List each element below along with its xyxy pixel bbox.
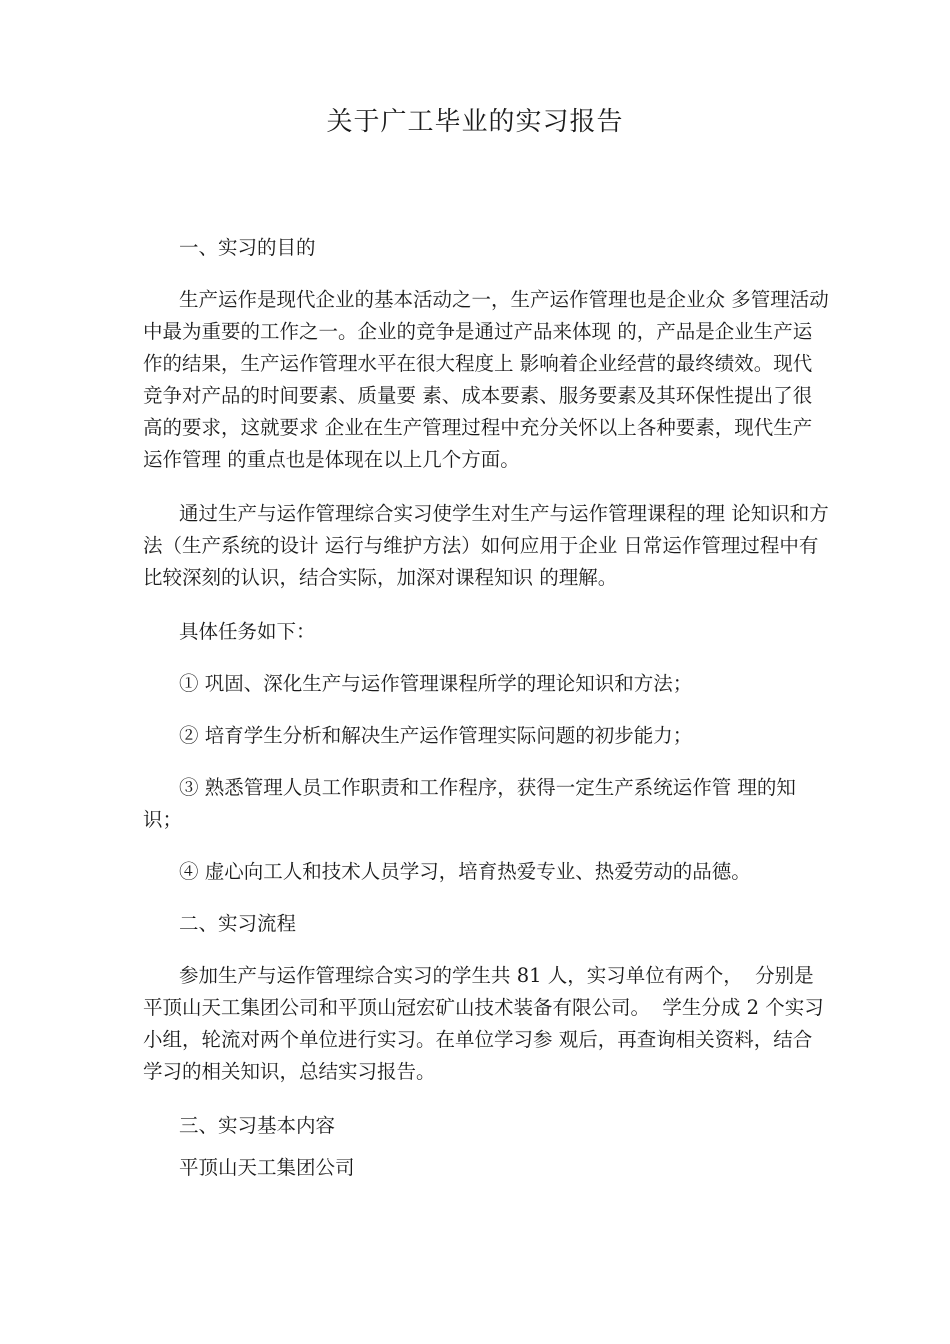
- task-item-1: ① 巩固、深化生产与运作管理课程所学的理论知识和方法；: [179, 672, 693, 695]
- paragraph-objectives: 通过生产与运作管理综合实习使学生对生产与运作管理课程的理 论知识和方法（生产系统的设计 运行与维护方法）如何应用于企业 日常运作管理过程中有比较深刻的认识，结合实际，加深对课程知识 的理解。: [143, 502, 829, 589]
- company-name: 平顶山天工集团公司: [179, 1156, 355, 1179]
- task-item-4: ④ 虚心向工人和技术人员学习，培育热爱专业、热爱劳动的品德。: [179, 860, 751, 883]
- section-heading-process: 二、实习流程: [179, 912, 297, 935]
- tasks-intro: 具体任务如下：: [179, 620, 316, 643]
- paragraph-process: 参加生产与运作管理综合实习的学生共 81 人，实习单位有两个， 分别是平顶山天工集团公司和平顶山冠宏矿山技术装备有限公司。 学生分成 2 个实习小组，轮流对两个单位进行实习。在单位学习参 观后，再查询相关资料，结合学习的相关知识，总结实习报告。: [143, 964, 824, 1083]
- task-item-2: ② 培育学生分析和解决生产运作管理实际问题的初步能力；: [179, 724, 693, 747]
- section-heading-purpose: 一、实习的目的: [179, 236, 316, 259]
- task-item-3: ③ 熟悉管理人员工作职责和工作程序，获得一定生产系统运作管 理的知识；: [143, 776, 796, 831]
- document-body: [143, 232, 829, 1184]
- document-title: 关于广工毕业的实习报告: [326, 107, 624, 137]
- section-heading-content: 三、实习基本内容: [179, 1114, 336, 1137]
- paragraph-purpose: 生产运作是现代企业的基本活动之一，生产运作管理也是企业众 多管理活动中最为重要的工作之一。企业的竞争是通过产品来体现 的，产品是企业生产运作的结果，生产运作管理水平在很大程度上 影响着企业经营的最终绩效。现代竞争对产品的时间要素、质量要 素、成本要素、服务要素及其环保性提出了很高的要求，这就要求 企业在生产管理过程中充分关怀以上各种要素，现代生产运作管理 的重点也是体现在以上几个方面。: [143, 288, 829, 471]
